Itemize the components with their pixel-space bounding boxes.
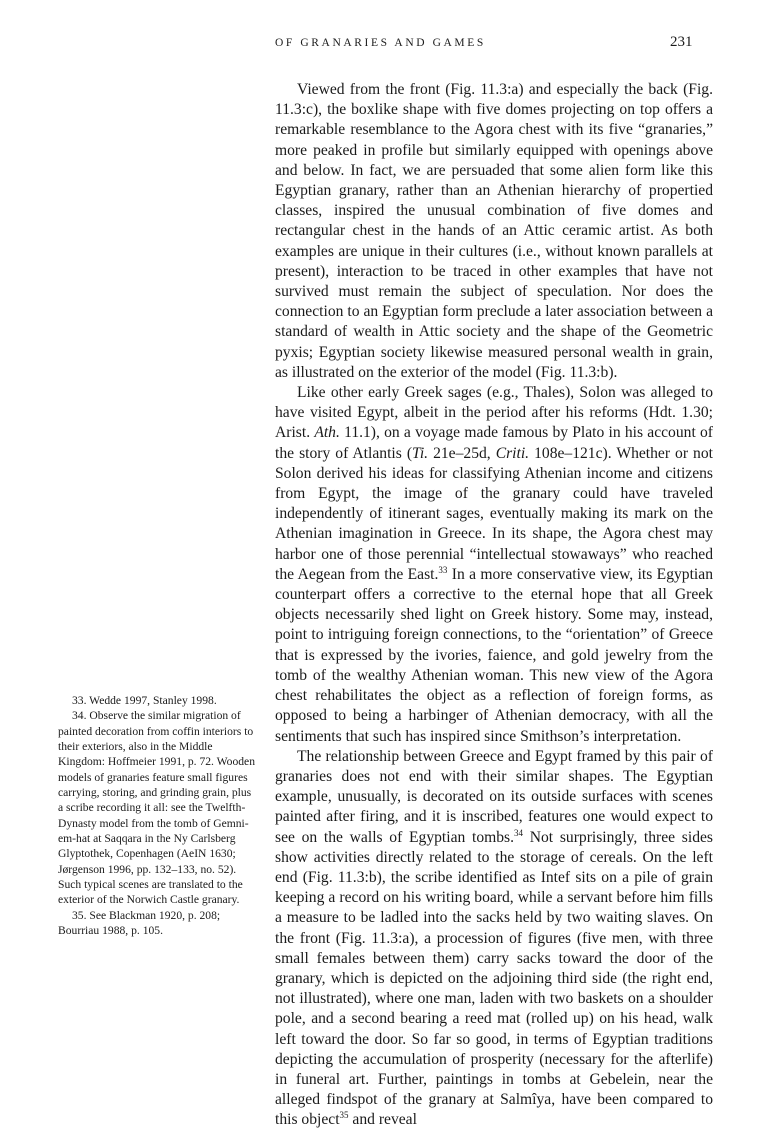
text-run: 21e–25d, xyxy=(428,444,496,462)
text-run: Viewed from the front (Fig. 11.3:a) and especially the back (Fig. 11.3:c), the boxlike shape with five domes projecting on top offers a remarkable resemblance to the Agora chest with its five “granaries,” more peaked in profile but similarly equipped with openings above and below. In fact, we are persuaded that some alien form like this Egyptian granary, rather than an Athenian hierarchy of propertied classes, inspired the unusual combination of five domes and rectangular chest in the hands of an Attic ceramic artist. As both examples are unique in their cultures (i.e., without known parallels at present), interaction to be traced in other examples that have not survived must remain the subject of speculation. Nor does the connection to an Egyptian form preclude a later association between a standard of wealth in Attic society and the shape of the Geometric pyxis; Egyptian society likewise measured personal wealth in grain, as illustrated on the exterior of the model (Fig. 11.3:b). xyxy=(275,81,713,381)
footnote xyxy=(58,708,256,907)
footnote-marker: 33 xyxy=(438,564,448,575)
text-run: 33. Wedde 1997, Stanley 1998. xyxy=(72,694,217,707)
text-run: and reveal xyxy=(348,1111,417,1129)
text-run: Not surprisingly, three sides show activities directly related to the storage of cereals. On the left end (Fig. 11.3:b), the scribe identified as Intef sits on a pile of grain keeping a record on his writing board, while a servant before him fills a measure to be ladled into the sacks held by two waiting slaves. On the front (Fig. 11.3:a), a procession of figures (five men, with three small females between them) carry sacks toward the door of the granary, which is depicted on the adjoining third side (the right end, not illustrated), where one man, laden with two baskets on a shoulder pole, and a second bearing a reed mat (rolled up) on his head, walk left toward the door. So far so good, in terms of Egyptian traditions depicting the accumulation of prosperity (necessary for the afterlife) in funeral art. Further, paintings in tombs at Gebelein, near the alleged findspot of the granary at Salmîya, have been compared to this object xyxy=(275,828,713,1129)
text-run: In a more conservative view, its Egyptian counterpart offers a corrective to the eternal hope that all Greek objects necessarily shed light on Greek history. Some may, instead, point to intriguing foreign connections, to the “orientation” of Greece that is expressed by the ivories, faience, and gold jewelry from the tomb of the wealthy Athenian woman. This new view of the Agora chest rehabilitates the object as a reflection of foreign forms, as opposed to being a harbinger of Athenian democracy, with all the sentiments that such has inspired since Smithson’s interpretation. xyxy=(275,565,713,745)
italic-citation: Criti. xyxy=(495,444,530,462)
text-run: Like other early Greek sages (e.g., Thales), Solon was alleged to have visited Egypt, albeit in the period after his reforms (Hdt. 1.30; Arist. xyxy=(275,384,713,442)
body-paragraph xyxy=(275,747,713,1131)
text-run: 35. See Blackman 1920, p. 208; Bourriau 1988, p. 105. xyxy=(58,908,221,938)
italic-citation: Ti. xyxy=(412,444,429,462)
footnote-marker: 34 xyxy=(514,827,524,838)
footnote xyxy=(58,693,256,708)
text-run: 108e–121c). Whether or not Solon derived his ideas for classifying Athenian income and citizens from Egypt, the image of the granary could have traveled independently of itinerant sages, eventually making its mark on the Athenian imagination in Greece. In its shape, the Agora chest may harbor one of those perennial “intellectual stowaways” who reached the Aegean from the East. xyxy=(275,444,713,583)
page-number: 231 xyxy=(670,34,693,50)
footnote xyxy=(58,908,256,939)
footnote-marker: 35 xyxy=(339,1110,349,1121)
main-text xyxy=(275,80,713,1131)
text-run: 11.1), on a voyage made famous by Plato in his account of the story of Atlantis ( xyxy=(275,424,713,462)
text-run: The relationship between Greece and Egypt framed by this pair of granaries does not end with their similar shapes. The Egyptian example, unusually, is decorated on its outside surfaces with scenes painted after firing, and it is inscribed, features one would expect to see on the walls of Egyptian tombs. xyxy=(275,747,713,846)
body-paragraph xyxy=(275,80,713,383)
text-run: 34. Observe the similar migration of painted decoration from coffin interiors to their exteriors, also in the Middle Kingdom: Hoffmeier 1991, p. 72. Wooden models of granaries feature small figures carrying, storing, and grinding grain, plus a scribe recording it all: see the Twelfth-Dynasty model from the tomb of Gemni-em-hat at Saqqara in the Ny Carlsberg Glyptothek, Copenhagen (AeIN 1630; Jørgenson 1996, pp. 132–133, no. 52). Such typical scenes are translated to the exterior of the Norwich Castle granary. xyxy=(58,709,255,907)
body-paragraph xyxy=(275,383,713,747)
footnotes xyxy=(58,693,256,939)
running-head: OF GRANARIES AND GAMES xyxy=(275,37,486,49)
italic-citation: Ath. xyxy=(314,424,340,442)
